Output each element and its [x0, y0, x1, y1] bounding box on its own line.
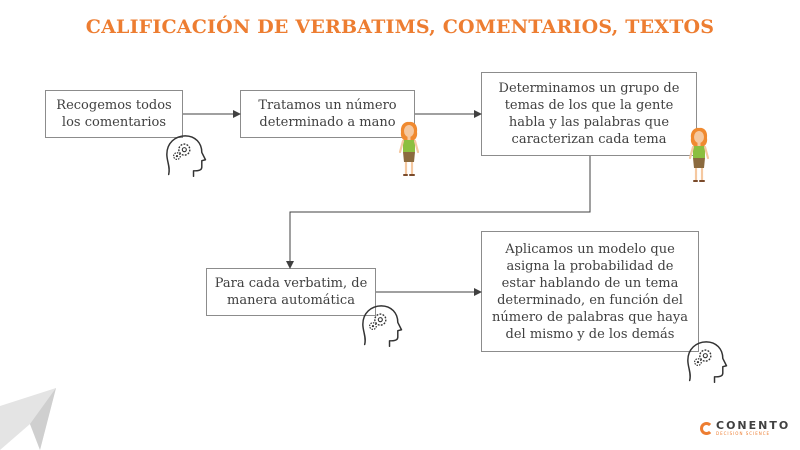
head-gears-icon — [363, 306, 402, 346]
head-gears-icon — [688, 342, 727, 382]
step-box-1: Recogemos todos los comentarios — [45, 90, 183, 138]
watermark-arrow-icon — [0, 388, 56, 450]
logo-name: CONENTO — [716, 419, 791, 432]
conento-logo — [700, 420, 790, 436]
head-gears-icon — [167, 136, 206, 176]
step-box-5: Aplicamos un modelo que asigna la probabilidad de estar hablando de un tema determinado, en función del número de palabras que haya del mismo y de los demás — [481, 231, 699, 352]
step-box-4: Para cada verbatim, de manera automática — [206, 268, 376, 316]
arrow-3-4 — [290, 156, 590, 268]
conento-logo-icon — [700, 422, 713, 435]
woman-figure-icon — [690, 128, 708, 181]
step-box-2: Tratamos un número determinado a mano — [240, 90, 415, 138]
step-box-3: Determinamos un grupo de temas de los que la gente habla y las palabras que caracterizan cada tema — [481, 72, 697, 156]
woman-figure-icon — [400, 122, 418, 175]
logo-tagline: DECISION SCIENCE — [716, 431, 771, 436]
page-title: CALIFICACIÓN DE VERBATIMS, COMENTARIOS, TEXTOS — [85, 16, 715, 38]
